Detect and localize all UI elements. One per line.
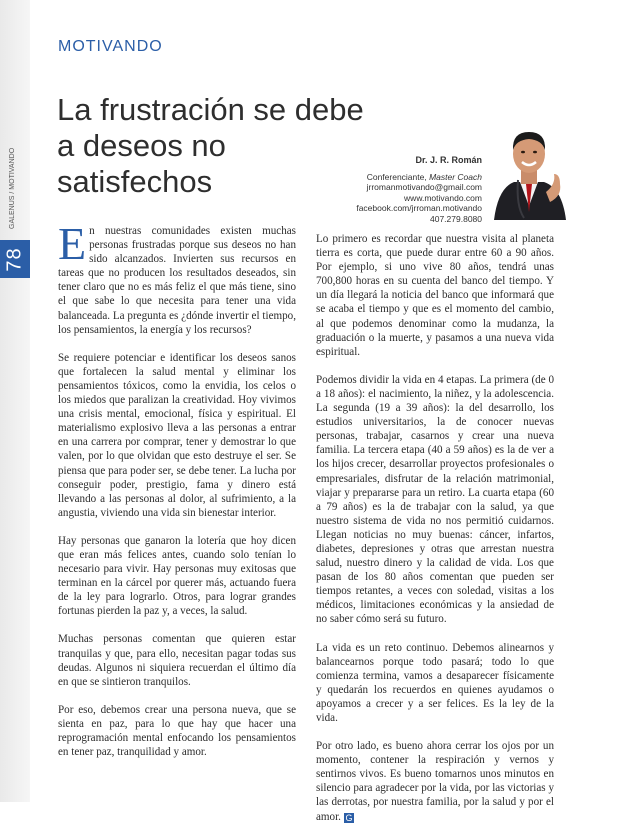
paragraph: Se requiere potenciar e identificar los deseos sanos que fortalecen la salud mental y eliminar los pensamientos tóxicos, como la envidia, los celos o los miedos que paralizan la creatividad. Hoy vivimos una crisis mental, emocional, física y espiritual. El materialismo explosivo lleva a las personas a entrar en una carrera por comprar, tener y demostrar lo que valen, por lo que olvidan que esto destruye el ser. Se piensa que para poder ser, se debe tener. La lucha por conseguir poder, prestigio, fama y dinero está llevando a las personas al dolor, al sufrimiento, a la angustia, viviendo una vida sin bienestar interior. xyxy=(58,351,296,519)
paragraph-text: n nuestras comunidades existen muchas personas frustradas porque sus deseos no han sido alcanzados. Invierten sus recursos en tareas que no producen los resultados deseados, sin tener claro que no es más feliz el que más tiene, sino el que sabe lo que necesita para tener una vida balanceada. La pregunta es ¿dónde invertir el tiempo, los pensamientos, la energía y los recursos? xyxy=(58,225,296,336)
author-block xyxy=(262,155,482,224)
paragraph: Lo primero es recordar que nuestra visita al planeta tierra es corta, que puede durar entre 60 a 90 años. Por ejemplo, si uno vive 80 años, tendrá unas 700,800 horas en su cuenta del banco del tiempo. Y un día llegará la noticia del banco que informará que se acaba el tiempo y que es el momento del cambio, al que podemos denominar como la mudanza, la graduación o la muerte, y pasamos a una nueva vida espiritual. xyxy=(316,233,554,358)
section-title: MOTIVANDO xyxy=(58,38,163,55)
end-of-article-mark: G xyxy=(345,812,353,823)
author-facebook[interactable]: facebook.com/jrroman.motivando xyxy=(356,203,482,213)
author-website[interactable]: www.motivando.com xyxy=(404,192,482,203)
paragraph: La vida es un reto continuo. Debemos alinearnos y balancearnos porque todo pasará; todo lo que comienza termina, vamos a desaparecer físicamente y quedarán los recuerdos en quienes ayudamos o apoyamos a crecer y a ser felices. Es la ley de la vida. xyxy=(316,641,554,724)
paragraph xyxy=(58,218,296,337)
author-phone: 407.279.8080 xyxy=(430,213,482,224)
author-email[interactable]: jrromanmotivando@gmail.com xyxy=(366,182,482,192)
sidebar-band xyxy=(0,0,30,802)
page-number: 78 xyxy=(3,246,26,272)
author-photo xyxy=(490,122,568,220)
article-column-left xyxy=(58,218,296,773)
author-name: Dr. J. R. Román xyxy=(415,155,482,165)
article-column-right xyxy=(316,232,554,838)
paragraph: Por eso, debemos crear una persona nueva, que se sienta en paz, para lo que hay que hacer una reprogramación mental enfocando los pensamientos en tener paz, tranquilidad y amor. xyxy=(58,703,296,759)
paragraph: Muchas personas comentan que quieren estar tranquilas y que, para ello, necesitan pagar todas sus deudas. Algunos ni siquiera recuerdan el último día en que se sintieron tranquilos. xyxy=(58,633,296,688)
author-role-prefix: Conferenciante, xyxy=(366,171,430,182)
page-sidebar xyxy=(0,0,30,802)
sidebar-label: GALENUS / MOTIVANDO xyxy=(9,148,16,230)
paragraph xyxy=(316,739,554,824)
article-headline: La frustración se debe a deseos no satisfechos xyxy=(57,92,364,199)
drop-cap: E xyxy=(58,218,87,269)
paragraph: Hay personas que ganaron la lotería que hoy dicen que eran más felices antes, cuando solo tenían lo necesario para vivir. Hay personas muy exitosas que terminan en la cárcel por querer más, actuando fuera de la ley para lograrlo. Otros, para lograr grandes fortunas pierden la paz y, a veces, la salud. xyxy=(58,534,296,618)
paragraph-text: Por otro lado, es bueno ahora cerrar los ojos por un momento, contener la respiración y vernos y sentirnos vivos. Es bueno tomarnos unos minutos en silencio para agradecer por la vida, por las victorias y las derrotas, por nuestra familia, por la salud y por el amor. xyxy=(316,740,554,823)
page-number-box xyxy=(0,240,30,278)
author-role-title: Master Coach xyxy=(429,171,482,182)
author-role xyxy=(262,172,482,183)
paragraph: Podemos dividir la vida en 4 etapas. La primera (de 0 a 18 años): el nacimiento, la niñez, y la adolescencia. La segunda (19 a 39 años): la del desarrollo, los estudios universitarios, la de conocer nuevas personas, trabajar, casarnos y crear una nueva familia. La tercera etapa (40 a 59 años) es la de ver a los hijos crecer, desarrollar proyectos profesionales o empresariales, disfrutar de la relación matrimonial, viajar y prepararse para un retiro. La cuarta etapa (60 a 79 años) es la de trabajar con la salud, ya que nuestro sistema de vida no nos permitió cuidarnos. Llegan noticias no muy buenas: cáncer, infartos, diabetes, depresiones y otras que arrestan nuestra salud, nuestro dinero y la calidad de vida. Los que pasan de los 80 años comentan que pueden ser tiempos retantes, a veces con soledad, visitas a los médicos, limitaciones económicas y la ansiedad de no saber cómo será su futuro. xyxy=(316,373,554,626)
